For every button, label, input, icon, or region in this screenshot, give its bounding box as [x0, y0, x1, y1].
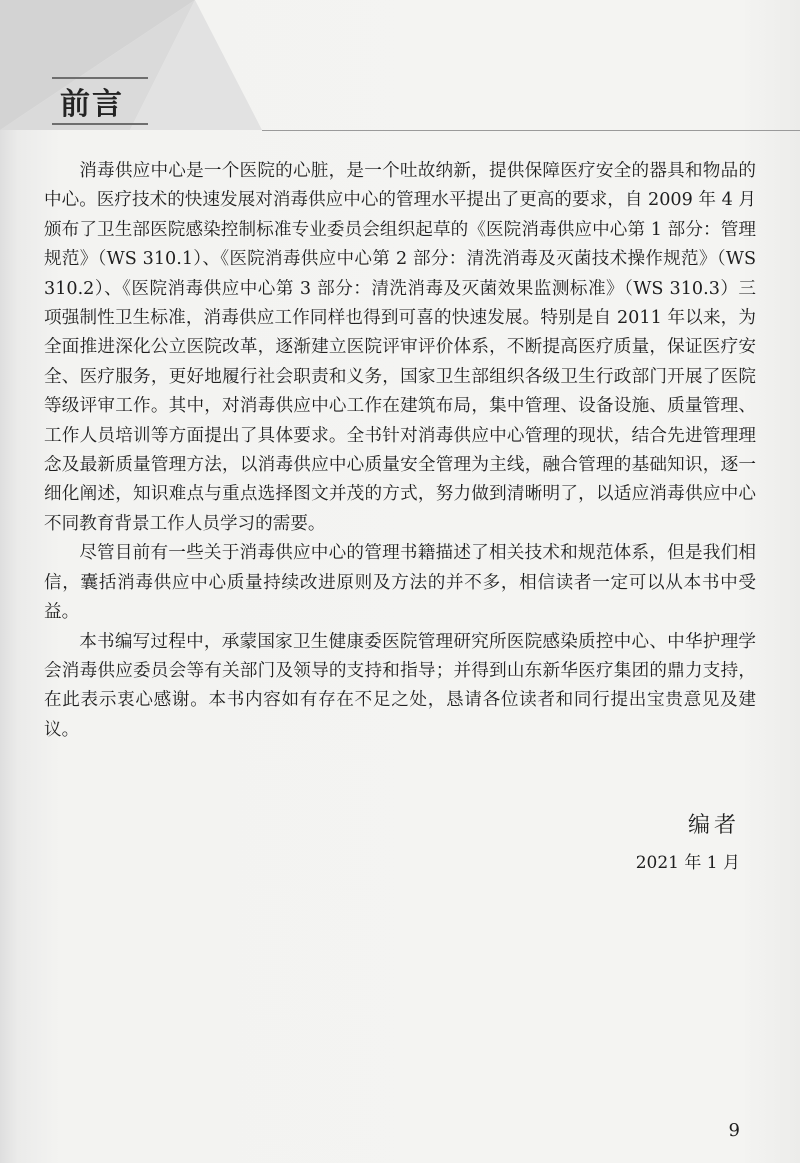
- paragraph-3: 本书编写过程中，承蒙国家卫生健康委医院管理研究所医院感染质控中心、中华护理学会消毒供应委员会等有关部门及领导的支持和指导；并得到山东新华医疗集团的鼎力支持，在此表示衷心感谢。本书内容如有存在不足之处，恳请各位读者和同行提出宝贵意见及建议。: [44, 631, 756, 740]
- header-rule: [262, 130, 800, 131]
- page-number: 9: [728, 1120, 740, 1141]
- paragraph-1: 消毒供应中心是一个医院的心脏，是一个吐故纳新，提供保障医疗安全的器具和物品的中心。医疗技术的快速发展对消毒供应中心的管理水平提出了更高的要求，自 2009 年 4 月颁布了卫生部医院感染控制标准专业委员会组织起草的《医院消毒供应中心第 1 部分：管理规范》（WS 310.1）、《医院消毒供应中心第 2 部分：清洗消毒及灭菌技术操作规范》（WS 310.2）、《医院消毒供应中心第 3 部分：清洗消毒及灭菌效果监测标准》（WS 310.3）三项强制性卫生标准，消毒供应工作同样也得到可喜的快速发展。特别是自 2011 年以来，为全面推进深化公立医院改革，逐渐建立医院评审评价体系，不断提高医疗质量，保证医疗安全、医疗服务，更好地履行社会职责和义务，国家卫生部组织各级卫生行政部门开展了医院等级评审工作。其中，对消毒供应中心工作在建筑布局，集中管理、设备设施、质量管理、工作人员培训等方面提出了具体要求。全书针对消毒供应中心管理的现状，结合先进管理理念及最新质量管理方法，以消毒供应中心质量安全管理为主线，融合管理的基础知识，逐一细化阐述，知识难点与重点选择图文并茂的方式，努力做到清晰明了，以适应消毒供应中心不同教育背景工作人员学习的需要。: [44, 161, 756, 534]
- preface-body: [44, 157, 756, 745]
- date: 2021 年 1 月: [635, 853, 740, 873]
- page-title: 前言: [60, 87, 124, 122]
- paragraph-2: 尽管目前有一些关于消毒供应中心的管理书籍描述了相关技术和规范体系，但是我们相信，囊括消毒供应中心质量持续改进原则及方法的并不多，相信读者一定可以从本书中受益。: [44, 543, 756, 623]
- signature: 编者: [687, 813, 740, 838]
